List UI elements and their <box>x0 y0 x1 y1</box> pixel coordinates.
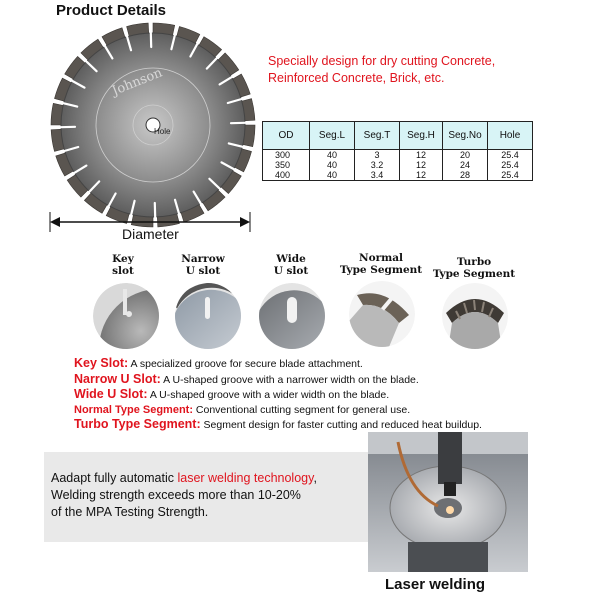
definition-turbo-segment <box>74 417 482 433</box>
laser-caption: Laser welding <box>385 576 486 593</box>
blade-slot <box>151 29 152 47</box>
definition-term: Key Slot: <box>74 356 129 370</box>
definition-normal-segment <box>74 403 482 418</box>
definition-text: Conventional cutting segment for general use. <box>193 403 411 416</box>
table-cell: 40 <box>310 150 355 161</box>
blade-slot <box>231 123 249 124</box>
blade-brand-text: Johnson <box>110 65 165 100</box>
intro-line-1: Specially design for dry cutting Concrete, <box>268 54 496 68</box>
slot-label-normal-segment <box>331 252 431 276</box>
slot-label-line: Normal <box>358 252 404 264</box>
table-cell: 28 <box>443 170 488 181</box>
table-cell: 3.2 <box>355 160 400 170</box>
table-cell: 400 <box>263 170 310 181</box>
specs-header: OD <box>263 122 310 150</box>
key-slot-image <box>93 283 159 349</box>
specs-header: Hole <box>488 122 533 150</box>
definition-term: Normal Type Segment: <box>74 403 193 416</box>
definition-term: Wide U Slot: <box>74 387 148 401</box>
slot-label-turbo-segment <box>424 256 524 280</box>
definition-narrow-u-slot <box>74 372 482 388</box>
table-cell: 300 <box>263 150 310 161</box>
turbo-segment-image <box>442 283 508 349</box>
slot-label-line: Type Segment <box>432 268 516 280</box>
specs-header: Seg.H <box>400 122 443 150</box>
table-cell: 25.4 <box>488 150 533 161</box>
definition-term: Turbo Type Segment: <box>74 417 201 431</box>
normal-segment-image <box>349 281 415 347</box>
specs-header: Seg.No <box>443 122 488 150</box>
definition-term: Narrow U Slot: <box>74 371 161 386</box>
definition-text: Segment design for faster cutting and reduced heat buildup. <box>200 419 482 431</box>
laser-text: Aadapt fully automatic <box>51 471 178 485</box>
table-cell: 25.4 <box>488 160 533 170</box>
slot-label-line: slot <box>112 265 134 277</box>
definition-text: A specialized groove for secure blade attachment. <box>128 358 363 370</box>
hole-label: Hole <box>154 127 171 136</box>
table-row <box>263 150 533 161</box>
table-cell: 24 <box>443 160 488 170</box>
table-cell: 40 <box>310 170 355 181</box>
table-row <box>263 170 533 181</box>
specs-table <box>262 121 533 181</box>
table-cell: 3.4 <box>355 170 400 181</box>
table-cell: 40 <box>310 160 355 170</box>
laser-line-1 <box>51 470 317 487</box>
table-cell: 12 <box>400 170 443 181</box>
laser-line-2: Welding strength exceeds more than 10-20% <box>51 488 301 502</box>
slot-label-line: U slot <box>185 265 221 277</box>
blade-illustration <box>46 18 260 232</box>
laser-line-3: of the MPA Testing Strength. <box>51 505 209 519</box>
page-title: Product Details <box>56 2 167 19</box>
table-cell: 20 <box>443 150 488 161</box>
intro-text <box>268 53 495 87</box>
laser-welding-photo <box>368 432 528 572</box>
intro-line-2: Reinforced Concrete, Brick, etc. <box>268 71 445 85</box>
definition-wide-u-slot <box>74 387 482 403</box>
slot-definitions <box>74 356 482 433</box>
slot-label-line: U slot <box>273 265 309 277</box>
definition-text: A U-shaped groove with a narrower width on the blade. <box>160 373 419 386</box>
table-cell: 12 <box>400 160 443 170</box>
diameter-label: Diameter <box>122 226 179 242</box>
slot-label-wide-u <box>241 253 341 277</box>
table-cell: 12 <box>400 150 443 161</box>
specs-header: Seg.T <box>355 122 400 150</box>
laser-highlight: laser welding technology <box>177 471 314 485</box>
wide-u-slot-image <box>259 283 325 349</box>
slot-label-line: Narrow <box>181 253 225 265</box>
slot-label-line: Wide <box>276 253 306 265</box>
table-cell: 350 <box>263 160 310 170</box>
specs-header: Seg.L <box>310 122 355 150</box>
laser-description <box>51 470 317 521</box>
table-cell: 25.4 <box>488 170 533 181</box>
table-row <box>263 160 533 170</box>
definition-text: A U-shaped groove with a wider width on the blade. <box>147 389 390 401</box>
slot-label-line: Type Segment <box>339 264 423 276</box>
blade-slot <box>57 127 75 128</box>
table-cell: 3 <box>355 150 400 161</box>
slot-label-narrow-u <box>153 253 253 277</box>
slot-label-line: Key <box>112 253 134 265</box>
definition-key-slot <box>74 356 482 372</box>
slot-label-line: Turbo <box>456 256 492 268</box>
narrow-u-slot-image <box>175 283 241 349</box>
laser-text: , <box>313 471 317 485</box>
specs-header-row <box>263 122 533 150</box>
